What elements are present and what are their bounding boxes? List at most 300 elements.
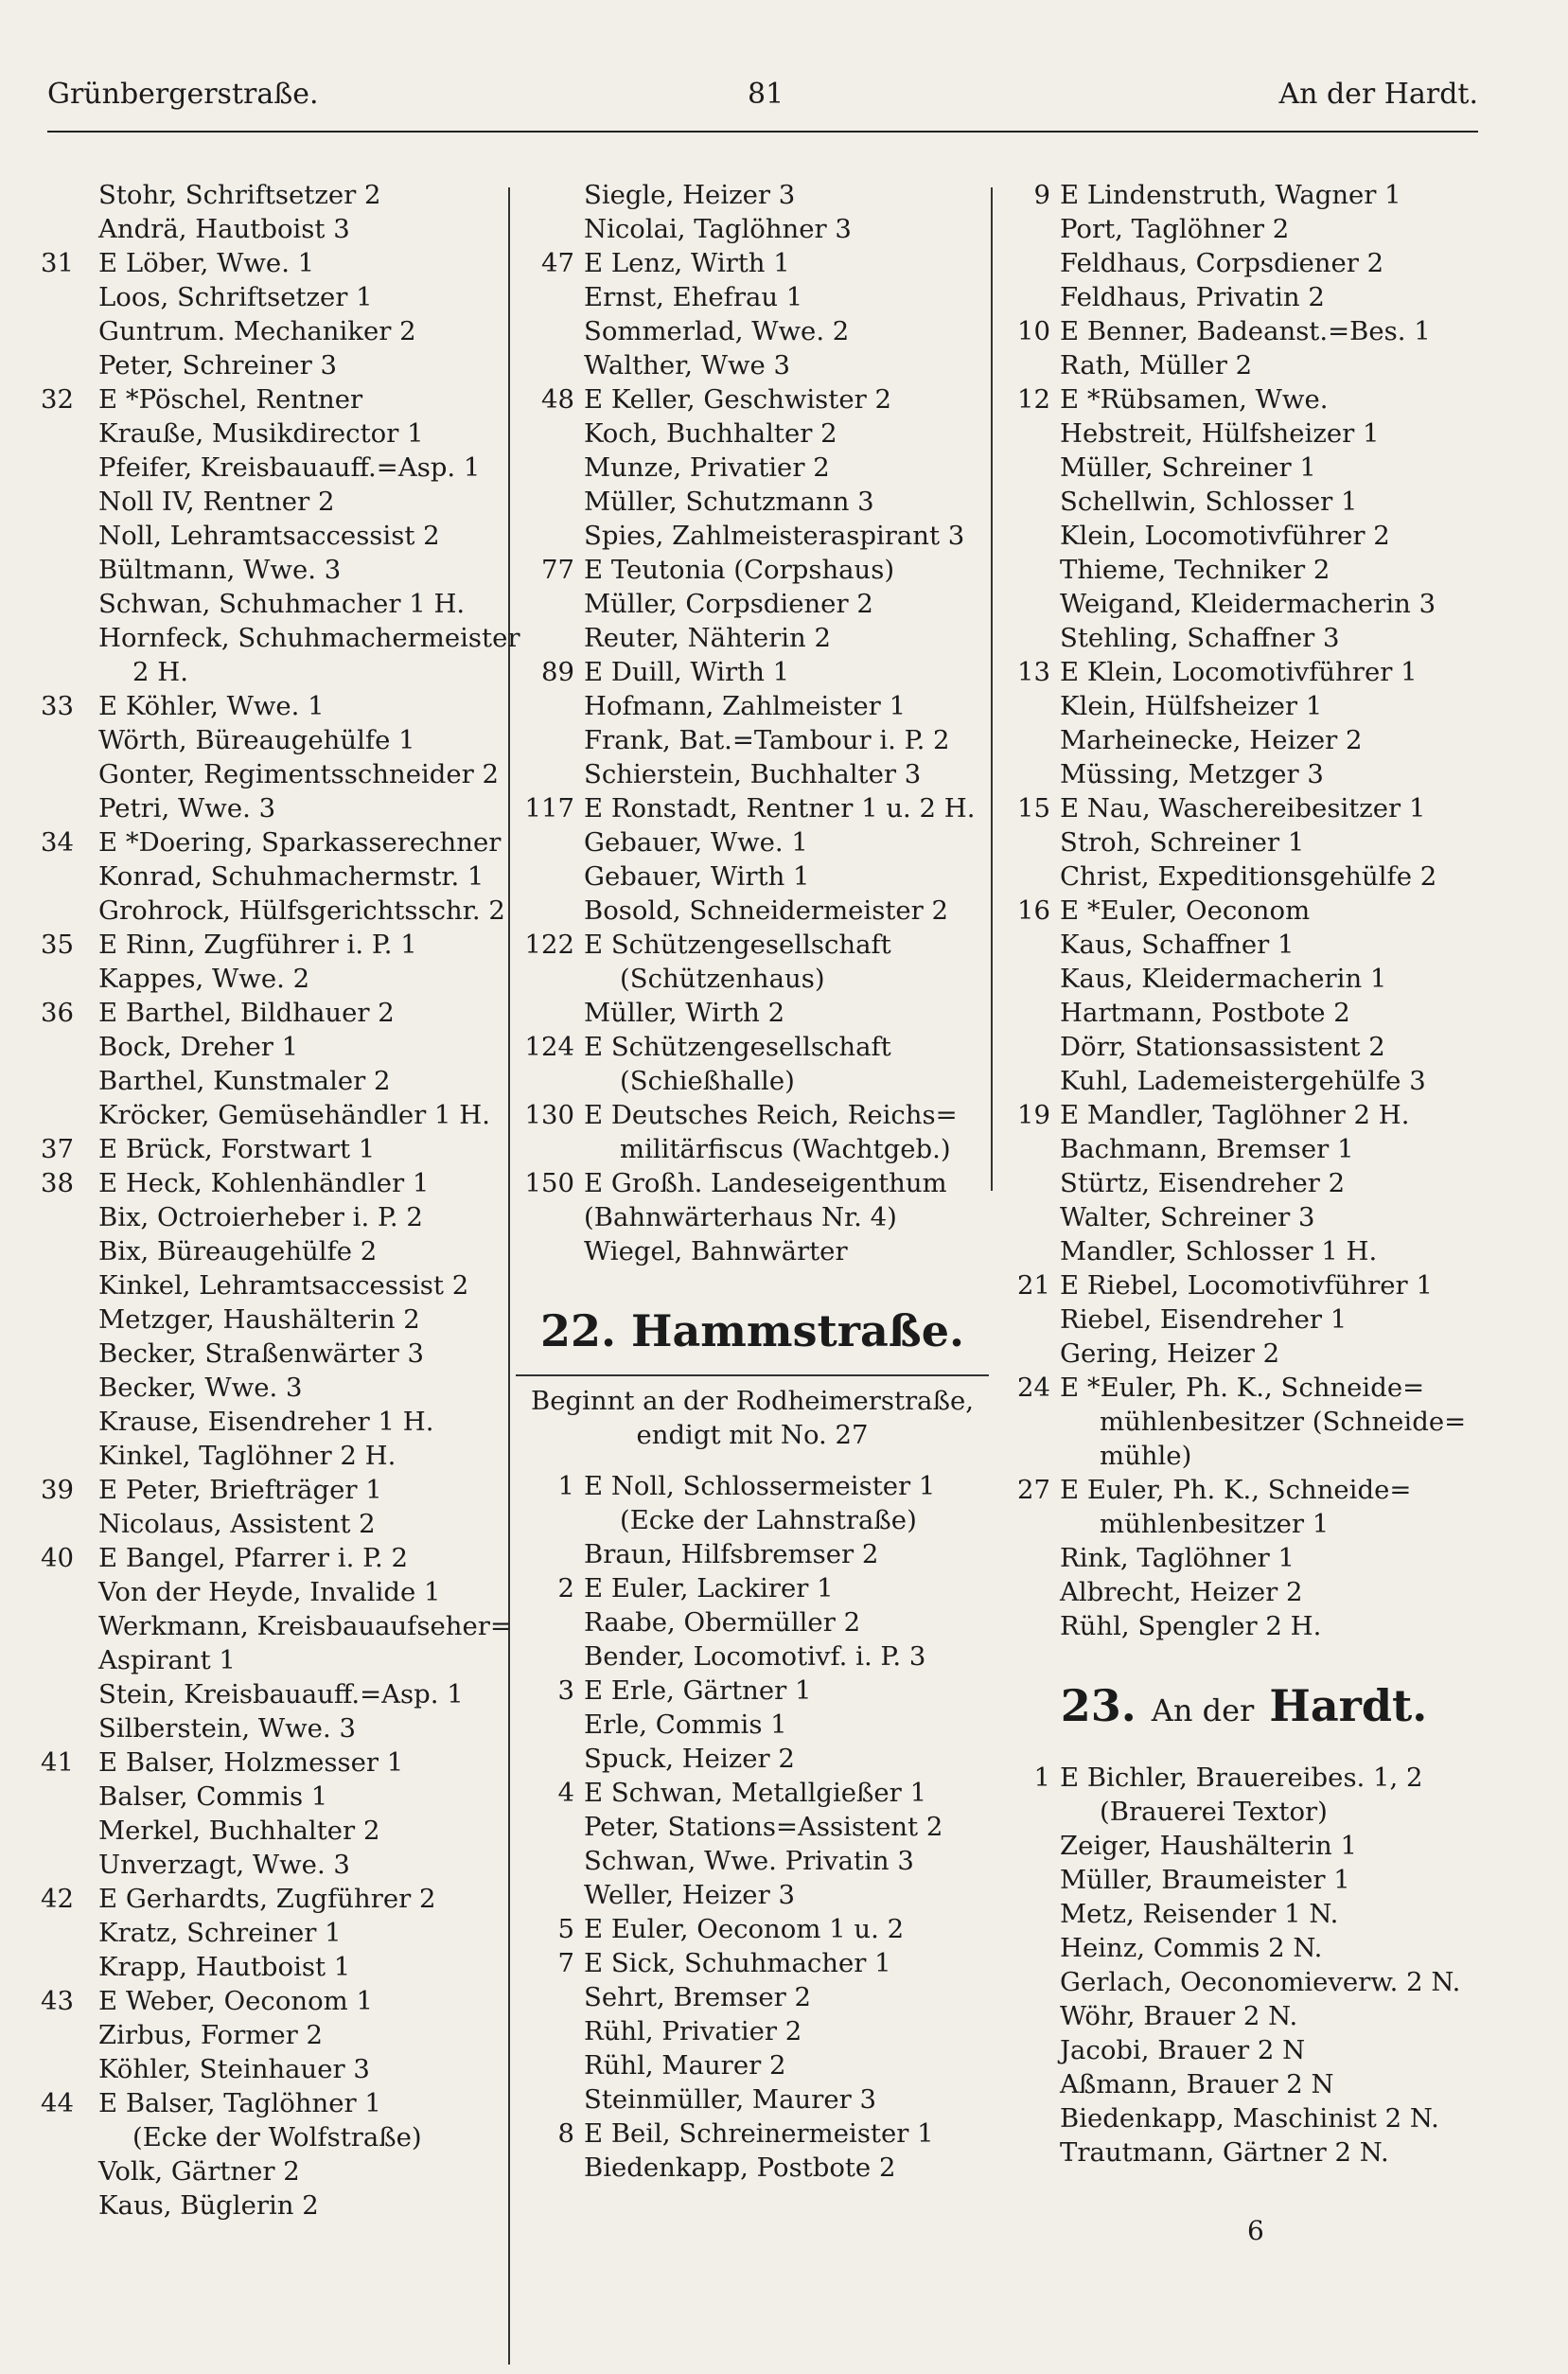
directory-entry [516, 1469, 989, 1503]
section-23-name: Hardt. [1269, 1680, 1428, 1731]
house-number: 42 [41, 1884, 74, 1914]
resident-text: Schwan, Schuhmacher 1 H. [98, 589, 466, 619]
resident-text: Kinkel, Lehramtsaccessist 2 [98, 1270, 469, 1301]
resident-text: Peter, Schreiner 3 [98, 350, 338, 381]
directory-entry [38, 416, 506, 451]
directory-entry [1005, 485, 1483, 519]
resident-text: Bosold, Schneidermeister 2 [584, 895, 949, 926]
header-rule [47, 131, 1478, 133]
house-number: 24 [1017, 1373, 1050, 1403]
directory-entry [1005, 723, 1483, 757]
resident-text: Noll IV, Rentner 2 [98, 487, 335, 517]
resident-text: E Brück, Forstwart 1 [98, 1134, 376, 1164]
directory-entry [1005, 1337, 1483, 1371]
directory-entry [1005, 2101, 1483, 2135]
directory-entry [38, 314, 506, 348]
directory-entry [38, 689, 506, 723]
directory-entry [1005, 1098, 1483, 1132]
resident-text: Frank, Bat.=Tambour i. P. 2 [584, 725, 950, 755]
col2-entries-bottom [516, 1469, 989, 2185]
resident-text: Hartmann, Postbote 2 [1060, 998, 1350, 1028]
directory-entry [1005, 2033, 1483, 2067]
directory-entry [516, 348, 989, 382]
resident-text: E Beil, Schreinermeister 1 [584, 2118, 934, 2149]
directory-entry [38, 1745, 506, 1780]
resident-text: E Noll, Schlossermeister 1 [584, 1471, 936, 1501]
resident-text: E Peter, Briefträger 1 [98, 1475, 382, 1505]
directory-entry [516, 1878, 989, 1912]
resident-text: Gebauer, Wirth 1 [584, 861, 810, 892]
directory-entry [1005, 451, 1483, 485]
resident-text: Metzger, Haushälterin 2 [98, 1304, 420, 1335]
resident-text: (Schießhalle) [620, 1066, 795, 1096]
resident-text: Kaus, Schaffner 1 [1060, 930, 1295, 960]
resident-text: Walter, Schreiner 3 [1060, 1202, 1315, 1232]
directory-entry [516, 246, 989, 280]
header-street-left: Grünbergerstraße. [47, 78, 319, 111]
resident-text: Aspirant 1 [98, 1645, 236, 1675]
resident-text: Marheinecke, Heizer 2 [1060, 725, 1363, 755]
directory-entry [38, 178, 506, 212]
resident-text: Werkmann, Kreisbauaufseher= [98, 1611, 512, 1641]
directory-entry [38, 894, 506, 928]
directory-entry [1005, 1541, 1483, 1575]
directory-entry [516, 2117, 989, 2151]
directory-entry [516, 1200, 989, 1234]
resident-text: Port, Taglöhner 2 [1060, 214, 1290, 244]
house-number: 38 [41, 1168, 74, 1198]
directory-entry [38, 212, 506, 246]
resident-text: mühlenbesitzer 1 [1100, 1509, 1330, 1539]
directory-entry [516, 485, 989, 519]
house-number: 21 [1017, 1270, 1050, 1301]
resident-text: Petri, Wwe. 3 [98, 793, 276, 824]
directory-entry [1005, 1200, 1483, 1234]
directory-entry [38, 2188, 506, 2223]
directory-entry [516, 1132, 989, 1166]
directory-entry [38, 1950, 506, 1984]
directory-entry [38, 825, 506, 859]
house-number: 13 [1017, 657, 1050, 687]
section-22-note-1: Beginnt an der Rodheimerstraße, [531, 1386, 974, 1416]
directory-entry [516, 962, 989, 996]
house-number: 33 [41, 691, 74, 721]
directory-entry [38, 1371, 506, 1405]
section-23-prefix: An der [1151, 1692, 1255, 1728]
directory-entry [38, 1439, 506, 1473]
resident-text: (Ecke der Wolfstraße) [132, 2122, 422, 2153]
directory-entry [516, 1810, 989, 1844]
resident-text: Grohrock, Hülfsgerichtsschr. 2 [98, 895, 505, 926]
directory-entry [1005, 382, 1483, 416]
resident-text: Kratz, Schreiner 1 [98, 1918, 342, 1948]
directory-entry [1005, 212, 1483, 246]
house-number: 3 [557, 1675, 574, 1706]
directory-entry [38, 1780, 506, 1814]
house-number: 10 [1017, 316, 1050, 346]
directory-entry [38, 1166, 506, 1200]
house-number: 12 [1017, 384, 1050, 415]
resident-text: Christ, Expeditionsgehülfe 2 [1060, 861, 1437, 892]
directory-entry [516, 1064, 989, 1098]
house-number: 130 [524, 1100, 574, 1130]
directory-entry [1005, 791, 1483, 825]
resident-text: Unverzagt, Wwe. 3 [98, 1850, 350, 1880]
signature-mark: 6 [1247, 2215, 1264, 2246]
section-22-note-2: endigt mit No. 27 [636, 1420, 869, 1450]
resident-text: E Balser, Holzmesser 1 [98, 1747, 404, 1778]
resident-text: Schwan, Wwe. Privatin 3 [584, 1846, 914, 1876]
running-header [47, 78, 1478, 131]
directory-entry [38, 723, 506, 757]
directory-entry [1005, 1371, 1483, 1405]
directory-entry [38, 962, 506, 996]
resident-text: Becker, Wwe. 3 [98, 1373, 303, 1403]
resident-text: E Balser, Taglöhner 1 [98, 2088, 381, 2118]
section-22-rule-top [516, 1374, 989, 1376]
resident-text: Balser, Commis 1 [98, 1781, 328, 1812]
directory-entry [1005, 1575, 1483, 1609]
resident-text: Rühl, Spengler 2 H. [1060, 1611, 1322, 1641]
resident-text: Kuhl, Lademeistergehülfe 3 [1060, 1066, 1426, 1096]
resident-text: Müller, Wirth 2 [584, 998, 785, 1028]
resident-text: E Köhler, Wwe. 1 [98, 691, 325, 721]
directory-entry [516, 1571, 989, 1605]
house-number: 40 [41, 1543, 74, 1573]
directory-entry [38, 382, 506, 416]
directory-entry [1005, 1064, 1483, 1098]
resident-text: Müller, Braumeister 1 [1060, 1865, 1350, 1895]
directory-entry [38, 1643, 506, 1677]
resident-text: Jacobi, Brauer 2 N [1060, 2035, 1306, 2065]
directory-entry [516, 1605, 989, 1639]
resident-text: Pfeifer, Kreisbauauff.=Asp. 1 [98, 452, 481, 483]
directory-entry [1005, 996, 1483, 1030]
resident-text: E *Euler, Oeconom [1060, 895, 1311, 926]
directory-entry [38, 757, 506, 791]
resident-text: Hornfeck, Schuhmachermeister [98, 623, 520, 653]
resident-text: E Erle, Gärtner 1 [584, 1675, 812, 1706]
resident-text: Loos, Schriftsetzer 1 [98, 282, 373, 312]
resident-text: Müssing, Metzger 3 [1060, 759, 1324, 789]
directory-entry [516, 791, 989, 825]
house-number: 34 [41, 827, 74, 858]
resident-text: E Sick, Schuhmacher 1 [584, 1948, 891, 1978]
resident-text: E Schwan, Metallgießer 1 [584, 1778, 927, 1808]
resident-text: E Barthel, Bildhauer 2 [98, 998, 395, 1028]
directory-entry [38, 1711, 506, 1745]
resident-text: Metz, Reisender 1 N. [1060, 1899, 1339, 1929]
directory-entry [516, 416, 989, 451]
resident-text: Bix, Büreaugehülfe 2 [98, 1236, 378, 1267]
directory-entry [516, 1946, 989, 1980]
directory-entry [1005, 1234, 1483, 1268]
resident-text: Krapp, Hautboist 1 [98, 1952, 351, 1982]
directory-entry [516, 1166, 989, 1200]
resident-text: E Klein, Locomotivführer 1 [1060, 657, 1418, 687]
resident-text: Nicolai, Taglöhner 3 [584, 214, 852, 244]
resident-text: militärfiscus (Wachtgeb.) [620, 1134, 951, 1164]
directory-entry [1005, 587, 1483, 621]
directory-entry [516, 314, 989, 348]
resident-text: Ernst, Ehefrau 1 [584, 282, 803, 312]
resident-text: Becker, Straßenwärter 3 [98, 1338, 425, 1369]
resident-text: Guntrum. Mechaniker 2 [98, 316, 416, 346]
directory-entry [1005, 1507, 1483, 1541]
house-number: 122 [524, 930, 574, 960]
directory-entry [38, 2086, 506, 2120]
resident-text: Rink, Taglöhner 1 [1060, 1543, 1295, 1573]
col3-entries-bottom [1005, 1761, 1483, 2170]
resident-text: Zeiger, Haushälterin 1 [1060, 1831, 1357, 1861]
directory-entry [1005, 1897, 1483, 1931]
directory-entry [516, 655, 989, 689]
resident-text: Hofmann, Zahlmeister 1 [584, 691, 907, 721]
directory-entry [1005, 1166, 1483, 1200]
resident-text: Feldhaus, Corpsdiener 2 [1060, 248, 1384, 278]
house-number: 36 [41, 998, 74, 1028]
directory-entry [516, 996, 989, 1030]
column-3 [1005, 178, 1483, 2170]
resident-text: Wöhr, Brauer 2 N. [1060, 2001, 1298, 2031]
section-23-number: 23. [1060, 1680, 1136, 1731]
directory-entry [1005, 2135, 1483, 2170]
directory-entry [1005, 655, 1483, 689]
resident-text: Feldhaus, Privatin 2 [1060, 282, 1325, 312]
resident-text: Bix, Octroierheber i. P. 2 [98, 1202, 423, 1232]
resident-text: E Heck, Kohlenhändler 1 [98, 1168, 430, 1198]
resident-text: Hebstreit, Hülfsheizer 1 [1060, 418, 1380, 449]
resident-text: E Großh. Landeseigenthum [584, 1168, 947, 1198]
directory-entry [516, 1503, 989, 1537]
house-number: 48 [541, 384, 574, 415]
directory-entry [38, 996, 506, 1030]
directory-entry [38, 485, 506, 519]
directory-entry [38, 553, 506, 587]
directory-entry [38, 246, 506, 280]
directory-entry [1005, 689, 1483, 723]
house-number: 16 [1017, 895, 1050, 926]
directory-entry [516, 1980, 989, 2014]
directory-entry [516, 280, 989, 314]
directory-entry [516, 587, 989, 621]
directory-entry [38, 1098, 506, 1132]
resident-text: Raabe, Obermüller 2 [584, 1607, 861, 1638]
directory-entry [1005, 1405, 1483, 1439]
resident-text: Silberstein, Wwe. 3 [98, 1713, 356, 1744]
resident-text: Biedenkapp, Postbote 2 [584, 2153, 896, 2183]
directory-entry [516, 2048, 989, 2082]
directory-entry [38, 519, 506, 553]
resident-text: Bock, Dreher 1 [98, 1032, 299, 1062]
directory-entry [1005, 348, 1483, 382]
col2-entries-top [516, 178, 989, 1268]
resident-text: E Bangel, Pfarrer i. P. 2 [98, 1543, 409, 1573]
directory-entry [1005, 416, 1483, 451]
directory-entry [1005, 1795, 1483, 1829]
house-number: 4 [557, 1778, 574, 1808]
house-number: 9 [1033, 180, 1050, 210]
directory-entry [516, 1912, 989, 1946]
resident-text: Reuter, Nähterin 2 [584, 623, 832, 653]
section-title-22: 22. Hammstraße. [539, 1305, 965, 1356]
resident-text: (Schützenhaus) [620, 964, 825, 994]
directory-entry [38, 2120, 506, 2154]
resident-text: Thieme, Techniker 2 [1060, 555, 1330, 585]
resident-text: Stohr, Schriftsetzer 2 [98, 180, 381, 210]
directory-entry [38, 791, 506, 825]
directory-entry [1005, 1931, 1483, 1965]
directory-entry [1005, 1268, 1483, 1302]
directory-entry [38, 451, 506, 485]
directory-entry [38, 1677, 506, 1711]
resident-text: E Deutsches Reich, Reichs= [584, 1100, 958, 1130]
resident-text: Zirbus, Former 2 [98, 2020, 323, 2050]
directory-entry [1005, 621, 1483, 655]
directory-entry [38, 1268, 506, 1302]
directory-entry [1005, 1439, 1483, 1473]
resident-text: Bender, Locomotivf. i. P. 3 [584, 1641, 926, 1672]
resident-text: Aßmann, Brauer 2 N [1060, 2069, 1334, 2099]
resident-text: Gerlach, Oeconomieverw. 2 N. [1060, 1967, 1461, 1997]
resident-text: Weller, Heizer 3 [584, 1880, 795, 1910]
directory-entry [1005, 928, 1483, 962]
resident-text: Koch, Buchhalter 2 [584, 418, 837, 449]
resident-text: Peter, Stations=Assistent 2 [584, 1812, 943, 1842]
directory-entry [516, 1844, 989, 1878]
directory-entry [1005, 1999, 1483, 2033]
resident-text: E Rinn, Zugführer i. P. 1 [98, 930, 417, 960]
directory-entry [38, 587, 506, 621]
directory-entry [516, 689, 989, 723]
resident-text: E Ronstadt, Rentner 1 u. 2 H. [584, 793, 976, 824]
house-number: 8 [557, 2118, 574, 2149]
resident-text: Gonter, Regimentsschneider 2 [98, 759, 500, 789]
resident-text: Müller, Schutzmann 3 [584, 487, 874, 517]
resident-text: E Weber, Oeconom 1 [98, 1986, 373, 2016]
directory-entry [38, 1848, 506, 1882]
resident-text: Stroh, Schreiner 1 [1060, 827, 1305, 858]
house-number: 37 [41, 1134, 74, 1164]
directory-entry [1005, 859, 1483, 894]
directory-entry [38, 348, 506, 382]
resident-text: Bültmann, Wwe. 3 [98, 555, 342, 585]
resident-text: Kappes, Wwe. 2 [98, 964, 310, 994]
directory-entry [1005, 1030, 1483, 1064]
resident-text: (Brauerei Textor) [1100, 1797, 1328, 1827]
resident-text: Wörth, Büreaugehülfe 1 [98, 725, 415, 755]
resident-text: Von der Heyde, Invalide 1 [98, 1577, 441, 1607]
resident-text: E *Euler, Ph. K., Schneide= [1060, 1373, 1425, 1403]
house-number: 47 [541, 248, 574, 278]
directory-entry [516, 1234, 989, 1268]
directory-entry [38, 859, 506, 894]
house-number: 5 [557, 1914, 574, 1944]
resident-text: Erle, Commis 1 [584, 1710, 787, 1740]
resident-text: Müller, Schreiner 1 [1060, 452, 1316, 483]
directory-entry [38, 1507, 506, 1541]
directory-entry [1005, 1829, 1483, 1863]
directory-entry [516, 1030, 989, 1064]
resident-text: (Ecke der Lahnstraße) [620, 1505, 917, 1535]
resident-text: E Mandler, Taglöhner 2 H. [1060, 1100, 1410, 1130]
resident-text: Andrä, Hautboist 3 [98, 214, 350, 244]
directory-entry [516, 212, 989, 246]
directory-entry [516, 553, 989, 587]
resident-text: Schierstein, Buchhalter 3 [584, 759, 922, 789]
section-title-23 [1005, 1668, 1483, 1744]
resident-text: Klein, Hülfsheizer 1 [1060, 691, 1323, 721]
resident-text: Merkel, Buchhalter 2 [98, 1816, 380, 1846]
resident-text: Rath, Müller 2 [1060, 350, 1253, 381]
resident-text: Müller, Corpsdiener 2 [584, 589, 873, 619]
resident-text: Köhler, Steinhauer 3 [98, 2054, 370, 2084]
house-number: 1 [557, 1471, 574, 1501]
resident-text: E Keller, Geschwister 2 [584, 384, 891, 415]
resident-text: Albrecht, Heizer 2 [1060, 1577, 1303, 1607]
resident-text: E *Rübsamen, Wwe. [1060, 384, 1329, 415]
directory-entry [38, 1541, 506, 1575]
directory-entry [38, 655, 506, 689]
directory-entry [516, 1742, 989, 1776]
resident-text: Biedenkapp, Maschinist 2 N. [1060, 2103, 1439, 2134]
resident-text: Walther, Wwe 3 [584, 350, 791, 381]
directory-entry [1005, 246, 1483, 280]
directory-entry [38, 1575, 506, 1609]
resident-text: (Bahnwärterhaus Nr. 4) [584, 1202, 897, 1232]
resident-text: E Euler, Oeconom 1 u. 2 [584, 1914, 905, 1944]
directory-entry [38, 1609, 512, 1643]
house-number: 44 [41, 2088, 74, 2118]
resident-text: Krauße, Musikdirector 1 [98, 418, 424, 449]
resident-text: mühlenbesitzer (Schneide= [1100, 1407, 1467, 1437]
resident-text: Kröcker, Gemüsehändler 1 H. [98, 1100, 490, 1130]
resident-text: Schellwin, Schlosser 1 [1060, 487, 1358, 517]
resident-text: Stürtz, Eisendreher 2 [1060, 1168, 1346, 1198]
directory-entry [516, 178, 989, 212]
resident-text: Sehrt, Bremser 2 [584, 1982, 811, 2012]
directory-entry [516, 2082, 989, 2117]
directory-entry [1005, 1761, 1483, 1795]
directory-entry [516, 382, 989, 416]
resident-text: Bachmann, Bremser 1 [1060, 1134, 1354, 1164]
house-number: 89 [541, 657, 574, 687]
directory-entry [516, 1537, 989, 1571]
resident-text: Kaus, Büglerin 2 [98, 2190, 319, 2221]
directory-entry [1005, 314, 1483, 348]
header-street-right: An der Hardt. [1278, 78, 1478, 111]
directory-entry [516, 2151, 989, 2185]
resident-text: Noll, Lehramtsaccessist 2 [98, 521, 440, 551]
directory-entry [38, 1473, 506, 1507]
resident-text: E Euler, Lackirer 1 [584, 1573, 834, 1603]
directory-entry [516, 1639, 989, 1674]
directory-entry [516, 928, 989, 962]
directory-entry [38, 1200, 506, 1234]
directory-entry [516, 894, 989, 928]
resident-text: E Benner, Badeanst.=Bes. 1 [1060, 316, 1431, 346]
resident-text: Munze, Privatier 2 [584, 452, 830, 483]
resident-text: E Löber, Wwe. 1 [98, 248, 315, 278]
resident-text: E Gerhardts, Zugführer 2 [98, 1884, 436, 1914]
resident-text: E Bichler, Brauereibes. 1, 2 [1060, 1763, 1423, 1793]
column-divider-2 [991, 187, 993, 1191]
directory-entry [38, 1064, 506, 1098]
resident-text: Stein, Kreisbauauff.=Asp. 1 [98, 1679, 464, 1710]
directory-entry [1005, 1965, 1483, 1999]
resident-text: Wiegel, Bahnwärter [584, 1236, 848, 1267]
directory-entry [516, 757, 989, 791]
